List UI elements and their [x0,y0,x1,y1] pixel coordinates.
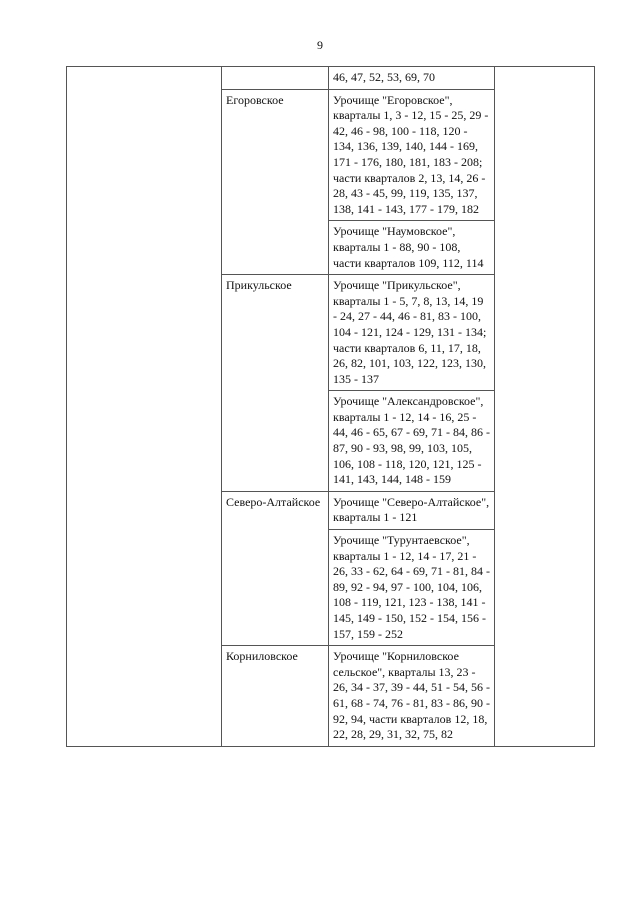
table-row [67,67,595,90]
district-cell: Егоровское [222,89,329,275]
district-cell: Северо-Алтайское [222,491,329,645]
forest-districts-table [66,66,595,747]
forestry-cell [67,67,222,747]
tract-cell: Урочище "Северо-Алтайское", кварталы 1 - 121 [329,491,495,529]
tract-cell: Урочище "Прикульское", кварталы 1 - 5, 7, 8, 13, 14, 19 - 24, 27 - 44, 46 - 81, 83 - 100, 104 - 121, 124 - 129, 131 - 134; части кварталов 6, 11, 17, 18, 26, 82, 101, 103, 122, 123, 130, 135 - 137 [329,275,495,391]
tract-cell: Урочище "Корниловское сельское", кварталы 13, 23 - 26, 34 - 37, 39 - 44, 51 - 54, 56 - 61, 68 - 74, 76 - 81, 83 - 86, 90 - 92, 94, части кварталов 12, 18, 22, 28, 29, 31, 32, 75, 82 [329,646,495,747]
district-cell: Корниловское [222,646,329,747]
page-number: 9 [317,38,323,52]
tract-cell: 46, 47, 52, 53, 69, 70 [329,67,495,90]
tract-cell: Урочище "Егоровское", кварталы 1, 3 - 12, 15 - 25, 29 - 42, 46 - 98, 100 - 118, 120 - 134, 136, 139, 140, 144 - 169, 171 - 176, 180, 181, 183 - 208; части кварталов 2, 13, 14, 26 - 28, 43 - 45, 99, 119, 135, 137, 138, 141 - 143, 177 - 179, 182 [329,89,495,221]
tract-cell: Урочище "Турунтаевское", кварталы 1 - 12, 14 - 17, 21 - 26, 33 - 62, 64 - 69, 71 - 81, 84 - 89, 92 - 94, 97 - 100, 104, 106, 108 - 119, 121, 123 - 138, 141 - 145, 149 - 150, 152 - 154, 156 - 157, 159 - 252 [329,530,495,646]
notes-cell [495,67,595,747]
tract-cell: Урочище "Наумовское", кварталы 1 - 88, 90 - 108, части кварталов 109, 112, 114 [329,221,495,275]
tract-cell: Урочище "Александровское", кварталы 1 - 12, 14 - 16, 25 - 44, 46 - 65, 67 - 69, 71 - 84, 86 - 87, 90 - 93, 98, 99, 103, 105, 106, 108 - 118, 120, 121, 125 - 141, 143, 144, 148 - 159 [329,391,495,492]
district-cell [222,67,329,90]
district-cell: Прикульское [222,275,329,492]
